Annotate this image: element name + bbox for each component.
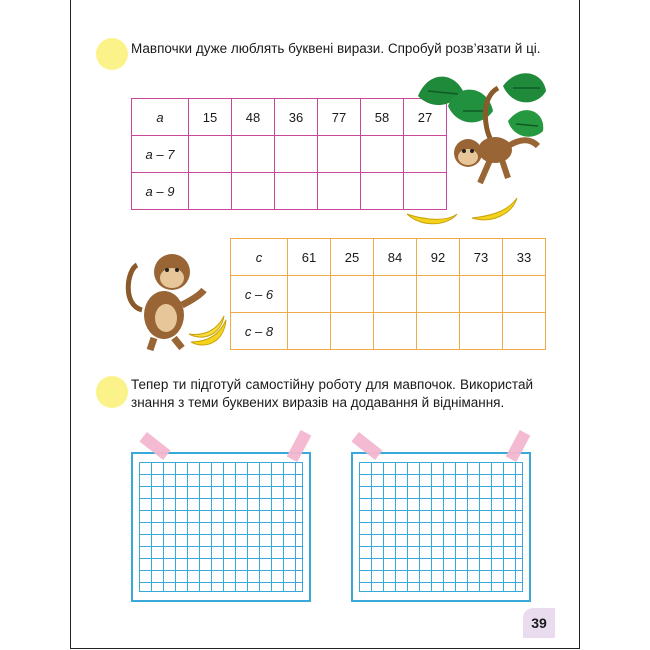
table-header-cell: c (231, 239, 288, 276)
answer-cell[interactable] (361, 173, 404, 210)
task-1-text: Мавпочки дуже люблять буквені вирази. Спробуй розв’язати й ці. (131, 41, 541, 56)
answer-cell[interactable] (288, 276, 331, 313)
table-row-label: c – 6 (231, 276, 288, 313)
table-value-cell: 84 (374, 239, 417, 276)
grid-cells (359, 462, 523, 592)
answer-cell[interactable] (275, 136, 318, 173)
table-value-cell: 58 (361, 99, 404, 136)
answer-cell[interactable] (374, 313, 417, 350)
expression-table-a (131, 98, 447, 210)
answer-cell[interactable] (460, 313, 503, 350)
table-value-cell: 27 (404, 99, 447, 136)
hanging-monkey-icon (450, 78, 540, 188)
table-row-label: a – 7 (132, 136, 189, 173)
answer-cell[interactable] (232, 136, 275, 173)
answer-cell[interactable] (417, 276, 460, 313)
answer-cell[interactable] (460, 276, 503, 313)
table-value-cell: 33 (503, 239, 546, 276)
answer-cell[interactable] (374, 276, 417, 313)
table-row (132, 173, 447, 210)
table-value-cell: 48 (232, 99, 275, 136)
table-value-cell: 73 (460, 239, 503, 276)
squared-work-area-right[interactable] (351, 452, 531, 602)
table-value-cell: 77 (318, 99, 361, 136)
table-header-cell: a (132, 99, 189, 136)
answer-cell[interactable] (288, 313, 331, 350)
answer-cell[interactable] (417, 313, 460, 350)
table-row (231, 313, 546, 350)
table-row (132, 99, 447, 136)
grid-cells (139, 462, 303, 592)
answer-cell[interactable] (189, 136, 232, 173)
table-row (231, 276, 546, 313)
table-value-cell: 15 (189, 99, 232, 136)
task-1-bullet (96, 38, 128, 70)
task-2-text: Тепер ти підготуй самостійну роботу для мавпочок. Використай знання з теми буквених виразів на додавання й віднімання. (131, 377, 533, 410)
answer-cell[interactable] (318, 136, 361, 173)
answer-cell[interactable] (189, 173, 232, 210)
answer-cell[interactable] (361, 136, 404, 173)
banana-bunch-icon (186, 312, 231, 352)
task-2-bullet (96, 376, 128, 408)
table-value-cell: 92 (417, 239, 460, 276)
table-row (231, 239, 546, 276)
bananas-icon (402, 196, 522, 231)
table-value-cell: 61 (288, 239, 331, 276)
answer-cell[interactable] (318, 173, 361, 210)
table-value-cell: 36 (275, 99, 318, 136)
table-value-cell: 25 (331, 239, 374, 276)
answer-cell[interactable] (275, 173, 318, 210)
answer-cell[interactable] (232, 173, 275, 210)
expression-table-c (230, 238, 546, 350)
table-row-label: a – 9 (132, 173, 189, 210)
table-row-label: c – 8 (231, 313, 288, 350)
squared-work-area-left[interactable] (131, 452, 311, 602)
table-row (132, 136, 447, 173)
answer-cell[interactable] (331, 313, 374, 350)
page-number: 39 (523, 608, 555, 638)
answer-cell[interactable] (331, 276, 374, 313)
answer-cell[interactable] (503, 313, 546, 350)
answer-cell[interactable] (503, 276, 546, 313)
